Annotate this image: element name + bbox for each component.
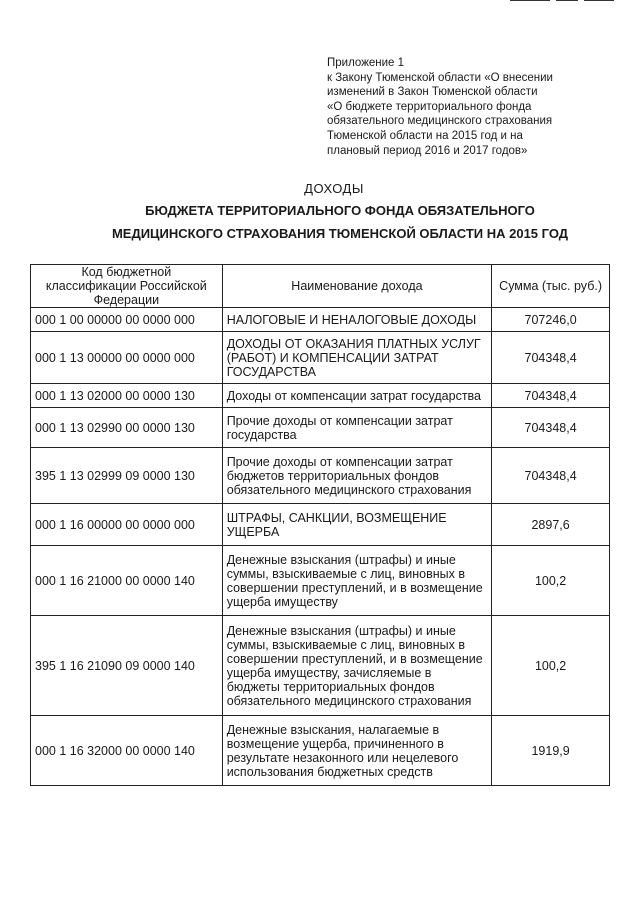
table-row xyxy=(31,408,610,448)
row-code: 000 1 16 21000 00 0000 140 xyxy=(31,546,223,616)
row-sum: 1919,9 xyxy=(492,716,610,786)
row-sum: 100,2 xyxy=(492,616,610,716)
table-row xyxy=(31,716,610,786)
page-title: ДОХОДЫ xyxy=(304,181,364,196)
row-sum: 704348,4 xyxy=(492,408,610,448)
row-sum: 100,2 xyxy=(492,546,610,616)
scan-marks xyxy=(510,0,630,4)
header-code: Код бюджетной классификации Российской Федерации xyxy=(31,265,223,308)
row-name: НАЛОГОВЫЕ И НЕНАЛОГОВЫЕ ДОХОДЫ xyxy=(222,308,491,332)
row-sum: 704348,4 xyxy=(492,332,610,384)
income-table xyxy=(30,264,610,786)
page-subtitle-line-1: БЮДЖЕТА ТЕРРИТОРИАЛЬНОГО ФОНДА ОБЯЗАТЕЛЬНОГО xyxy=(145,203,535,218)
row-code: 395 1 13 02999 09 0000 130 xyxy=(31,448,223,504)
appendix-note xyxy=(327,56,627,158)
row-code: 000 1 16 32000 00 0000 140 xyxy=(31,716,223,786)
row-name: Денежные взыскания (штрафы) и иные суммы, взыскиваемые с лиц, виновных в совершении преступлений, и в возмещение ущерба имуществу xyxy=(222,546,491,616)
header-sum: Сумма (тыс. руб.) xyxy=(492,265,610,308)
appendix-line: «О бюджете территориального фонда xyxy=(327,100,532,113)
row-sum: 707246,0 xyxy=(492,308,610,332)
row-name: Доходы от компенсации затрат государства xyxy=(222,384,491,408)
appendix-line: Тюменской области на 2015 год и на xyxy=(327,129,523,142)
appendix-line: к Закону Тюменской области «О внесении xyxy=(327,71,553,84)
row-name: Денежные взыскания, налагаемые в возмещение ущерба, причиненного в результате незаконного или нецелевого использования бюджетных средств xyxy=(222,716,491,786)
page-subtitle-line-2: МЕДИЦИНСКОГО СТРАХОВАНИЯ ТЮМЕНСКОЙ ОБЛАСТИ НА 2015 ГОД xyxy=(111,226,569,241)
table-row xyxy=(31,332,610,384)
appendix-line: плановый период 2016 и 2017 годов» xyxy=(327,144,528,157)
row-sum: 704348,4 xyxy=(492,448,610,504)
row-code: 000 1 00 00000 00 0000 000 xyxy=(31,308,223,332)
table-header-row xyxy=(31,265,610,308)
row-code: 000 1 13 00000 00 0000 000 xyxy=(31,332,223,384)
row-code: 000 1 16 00000 00 0000 000 xyxy=(31,504,223,546)
row-name: ШТРАФЫ, САНКЦИИ, ВОЗМЕЩЕНИЕ УЩЕРБА xyxy=(222,504,491,546)
table-row xyxy=(31,308,610,332)
header-name: Наименование дохода xyxy=(222,265,491,308)
row-sum: 704348,4 xyxy=(492,384,610,408)
row-code: 000 1 13 02000 00 0000 130 xyxy=(31,384,223,408)
row-code: 395 1 16 21090 09 0000 140 xyxy=(31,616,223,716)
table-row xyxy=(31,448,610,504)
appendix-line: Приложение 1 xyxy=(327,57,405,69)
table-row xyxy=(31,546,610,616)
table-row xyxy=(31,384,610,408)
row-sum: 2897,6 xyxy=(492,504,610,546)
row-name: Денежные взыскания (штрафы) и иные суммы, взыскиваемые с лиц, виновных в совершении преступлений, и в возмещение ущерба имуществу, зачисляемые в бюджеты территориальных фондов обязательного медицинского страхования xyxy=(222,616,491,716)
table-row xyxy=(31,504,610,546)
row-code: 000 1 13 02990 00 0000 130 xyxy=(31,408,223,448)
row-name: ДОХОДЫ ОТ ОКАЗАНИЯ ПЛАТНЫХ УСЛУГ (РАБОТ) И КОМПЕНСАЦИИ ЗАТРАТ ГОСУДАРСТВА xyxy=(222,332,491,384)
appendix-line: обязательного медицинского страхования xyxy=(327,115,553,128)
appendix-line: изменений в Закон Тюменской области xyxy=(327,86,538,99)
row-name: Прочие доходы от компенсации затрат государства xyxy=(222,408,491,448)
row-name: Прочие доходы от компенсации затрат бюджетов территориальных фондов обязательного медицинского страхования xyxy=(222,448,491,504)
table-row xyxy=(31,616,610,716)
